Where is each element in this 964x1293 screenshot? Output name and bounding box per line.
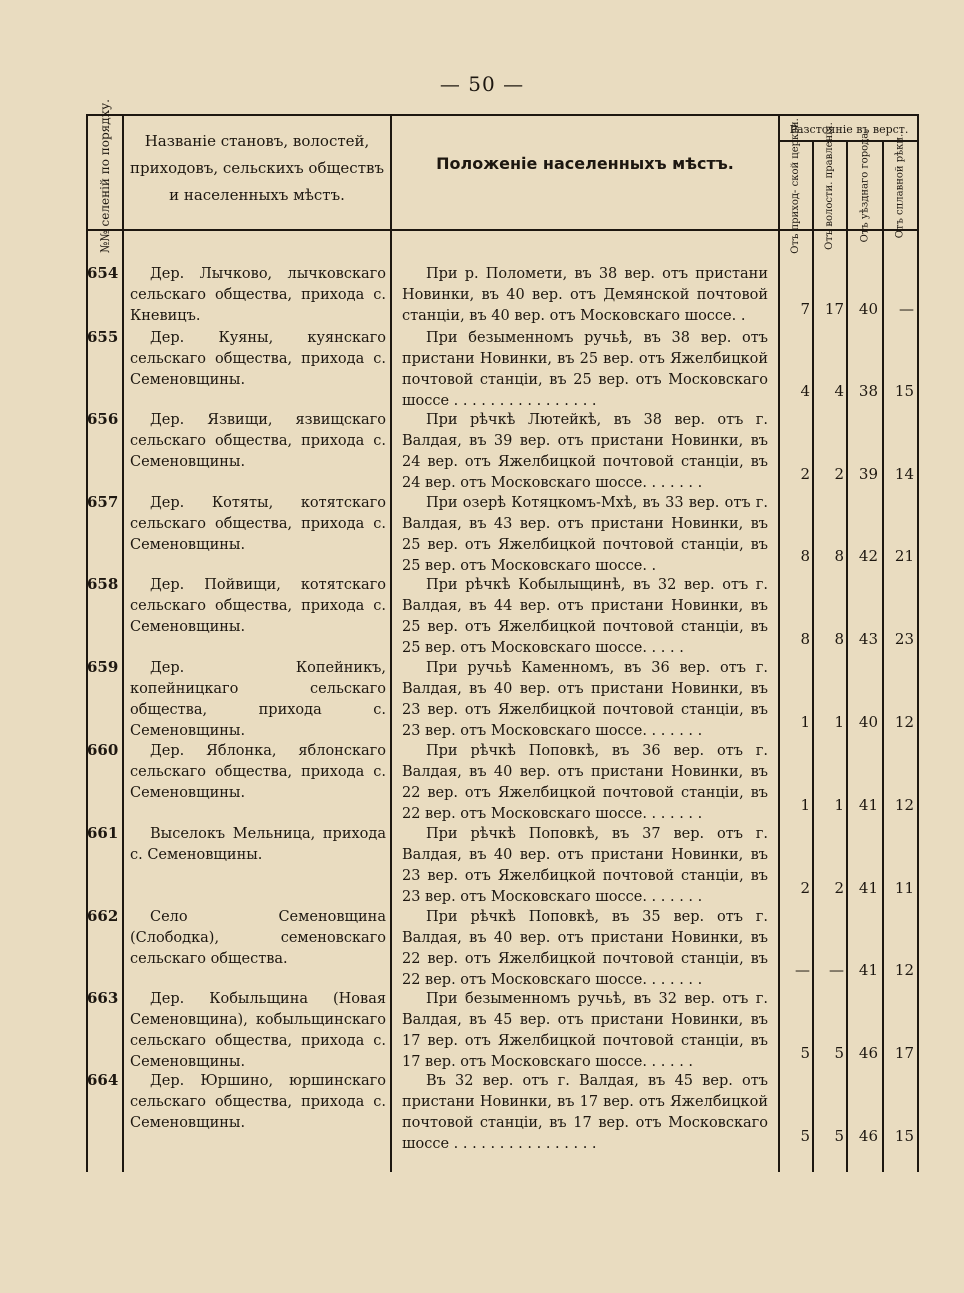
dist-volost: 5	[834, 1044, 844, 1062]
row-position: При рѣчкѣ Поповкѣ, въ 37 вер. отъ г. Валдая, въ 40 вер. отъ пристани Новинки, въ 23 вер. отъ Яжелбицкой почтовой станціи, въ 23 вер. отъ Московскаго шоссе. . . . . . .	[402, 826, 768, 905]
dist-town: 43	[858, 630, 878, 648]
row-name: Дер. Язвищи, язвищскаго сельскаго общества, прихода с. Семеновщины.	[130, 412, 386, 470]
dist-volost: 2	[834, 879, 844, 897]
page-number: — 50 —	[439, 72, 525, 96]
dist-town: 46	[858, 1044, 878, 1062]
dist-volost: 4	[834, 382, 844, 400]
dist-church: 5	[800, 1127, 810, 1145]
rule-d2	[846, 140, 848, 1172]
row-name: Дер. Лычково, лычковскаго сельскаго общества, прихода с. Кневицъ.	[130, 266, 386, 324]
dist-river: 12	[894, 961, 914, 979]
dist-town: 46	[858, 1127, 878, 1145]
row-number: 661	[87, 824, 119, 842]
dist-river: 23	[894, 630, 914, 648]
dist-volost: 2	[834, 465, 844, 483]
dist-river: 15	[894, 382, 914, 400]
dist-church: 1	[800, 796, 810, 814]
dist-church: 5	[800, 1044, 810, 1062]
dist-river: 11	[894, 879, 914, 897]
row-number: 660	[87, 741, 119, 759]
header-dist-town: Отъ уѣзднаго города.	[859, 129, 870, 243]
row-name: Дер. Куяны, куянскаго сельскаго общества, прихода с. Семеновщины.	[130, 330, 386, 388]
row-number: 657	[87, 493, 119, 511]
header-dist-church: Отъ приход- ской церкви.	[790, 118, 802, 254]
dist-river: 21	[894, 547, 914, 565]
header-name: Названіе становъ, волостей, приходовъ, сельскихъ обществъ и населенныхъ мѣстъ.	[130, 132, 384, 204]
header-position: Положеніе населенныхъ мѣстъ.	[436, 154, 734, 173]
row-name: Село Семеновщина (Слободка), семеновскаго сельскаго общества.	[130, 909, 386, 967]
dist-town: 39	[858, 465, 878, 483]
row-name: Дер. Котяты, котятскаго сельскаго общества, прихода с. Семеновщины.	[130, 495, 386, 553]
row-position: При безыменномъ ручьѣ, въ 38 вер. отъ пристани Новинки, въ 25 вер. отъ Яжелбицкой почтовой станціи, въ 25 вер. отъ Московскаго шоссе . . . . . . . . . . . . . . . .	[402, 330, 768, 409]
dist-volost: 8	[834, 630, 844, 648]
dist-river: 14	[894, 465, 914, 483]
row-position: При рѣчкѣ Лютейкѣ, въ 38 вер. отъ г. Валдая, въ 39 вер. отъ пристани Новинки, въ 24 вер. отъ Яжелбицкой почтовой станціи, въ 24 вер. отъ Московскаго шоссе. . . . . . .	[402, 412, 768, 491]
dist-river: 17	[894, 1044, 914, 1062]
row-name: Выселокъ Мельница, прихода с. Семеновщины.	[130, 826, 386, 863]
row-number: 655	[87, 328, 119, 346]
rule-d3	[882, 140, 884, 1172]
row-number: 659	[87, 658, 119, 676]
dist-church: 7	[800, 300, 810, 318]
row-position: При безыменномъ ручьѣ, въ 32 вер. отъ г. Валдая, въ 45 вер. отъ пристани Новинки, въ 17 вер. отъ Яжелбицкой почтовой станціи, въ 17 вер. отъ Московскаго шоссе. . . . . .	[402, 991, 768, 1070]
dist-church: —	[795, 961, 810, 979]
header-dist-river: Отъ сплавной рѣки.	[894, 133, 906, 239]
row-number: 656	[87, 410, 119, 428]
row-number: 662	[87, 907, 119, 925]
dist-church: 8	[800, 547, 810, 565]
row-position: Въ 32 вер. отъ г. Валдая, въ 45 вер. отъ пристани Новинки, въ 17 вер. отъ Яжелбицкой почтовой станціи, въ 17 вер. отъ Московскаго шоссе . . . . . . . . . . . . . . . .	[402, 1073, 768, 1152]
row-name: Дер. Яблонка, яблонскаго сельскаго общества, прихода с. Семеновщины.	[130, 743, 386, 801]
dist-volost: 5	[834, 1127, 844, 1145]
row-position: При рѣчкѣ Поповкѣ, въ 35 вер. отъ г. Валдая, въ 40 вер. отъ пристани Новинки, въ 22 вер. отъ Яжелбицкой почтовой станціи, въ 22 вер. отъ Московскаго шоссе. . . . . . .	[402, 909, 768, 988]
row-position: При ручьѣ Каменномъ, въ 36 вер. отъ г. Валдая, въ 40 вер. отъ пристани Новинки, въ 23 вер. отъ Яжелбицкой почтовой станціи, въ 23 вер. отъ Московскаго шоссе. . . . . . .	[402, 660, 768, 739]
dist-town: 41	[858, 879, 878, 897]
dist-town: 40	[858, 300, 878, 318]
header-dist-volost: Отъ волости. правленія.	[824, 122, 836, 250]
row-position: При озерѣ Котяцкомъ-Мхѣ, въ 33 вер. отъ г. Валдая, въ 43 вер. отъ пристани Новинки, въ 25 вер. отъ Яжелбицкой почтовой станціи, въ 25 вер. отъ Московскаго шоссе. .	[402, 495, 768, 574]
dist-town: 40	[858, 713, 878, 731]
row-position: При р. Поломети, въ 38 вер. отъ пристани Новинки, въ 40 вер. отъ Демянской почтовой станціи, въ 40 вер. отъ Московскаго шоссе. .	[402, 266, 768, 324]
row-name: Дер. Копейникъ, копейницкаго сельскаго общества, прихода с. Семеновщины.	[130, 660, 386, 739]
dist-church: 2	[800, 465, 810, 483]
dist-volost: 1	[834, 796, 844, 814]
rule-right	[917, 114, 919, 1172]
dist-river: —	[899, 300, 914, 318]
dist-church: 2	[800, 879, 810, 897]
dist-river: 15	[894, 1127, 914, 1145]
dist-town: 41	[858, 796, 878, 814]
dist-volost: —	[829, 961, 844, 979]
dist-volost: 8	[834, 547, 844, 565]
dist-town: 42	[858, 547, 878, 565]
dist-church: 4	[800, 382, 810, 400]
dist-town: 38	[858, 382, 878, 400]
row-number: 654	[87, 264, 119, 282]
dist-river: 12	[894, 796, 914, 814]
row-number: 663	[87, 989, 119, 1007]
dist-church: 1	[800, 713, 810, 731]
row-number: 664	[87, 1071, 119, 1089]
dist-river: 12	[894, 713, 914, 731]
dist-volost: 1	[834, 713, 844, 731]
header-distance: Разстояніе въ верст.	[789, 123, 909, 136]
rule-d1	[812, 140, 814, 1172]
row-position: При рѣчкѣ Кобылыщинѣ, въ 32 вер. отъ г. Валдая, въ 44 вер. отъ пристани Новинки, въ 25 вер. отъ Яжелбицкой почтовой станціи, въ 25 вер. отъ Московскаго шоссе. . . . .	[402, 577, 768, 656]
row-name: Дер. Пойвищи, котятскаго сельскаго общества, прихода с. Семеновщины.	[130, 577, 386, 635]
dist-church: 8	[800, 630, 810, 648]
rule-name	[390, 114, 392, 1172]
dist-volost: 17	[824, 300, 844, 318]
dist-town: 41	[858, 961, 878, 979]
row-name: Дер. Юршино, юршинскаго сельскаго общества, прихода с. Семеновщины.	[130, 1073, 386, 1131]
header-num: №№ селеній по порядку.	[98, 98, 112, 253]
row-name: Дер. Кобыльщина (Новая Семеновщина), кобыльщинскаго сельскаго общества, прихода с. Семеновщины.	[130, 991, 386, 1070]
row-number: 658	[87, 575, 119, 593]
row-position: При рѣчкѣ Поповкѣ, въ 36 вер. отъ г. Валдая, въ 40 вер. отъ пристани Новинки, въ 22 вер. отъ Яжелбицкой почтовой станціи, въ 22 вер. отъ Московскаго шоссе. . . . . . .	[402, 743, 768, 822]
